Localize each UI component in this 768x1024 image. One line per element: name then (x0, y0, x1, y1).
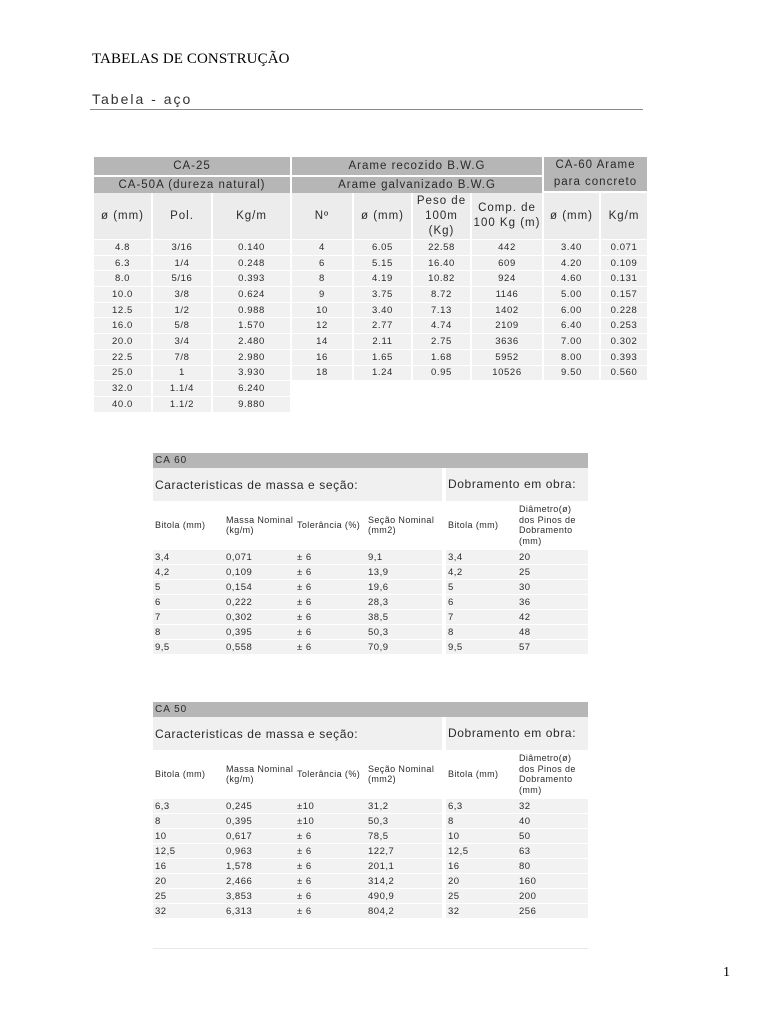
table-cell: 6.240 (213, 380, 292, 396)
table-cell: 2.77 (354, 317, 413, 333)
table-cell: 924 (472, 270, 544, 286)
table-cell: 3.930 (213, 365, 292, 381)
table-row (153, 813, 588, 828)
table-cell: 0,245 (224, 798, 295, 813)
table-cell: 0,558 (224, 639, 295, 654)
table-cell: 0.228 (601, 302, 649, 318)
column-header: Tolerância (%) (297, 768, 361, 779)
table-cell: 4,2 (153, 564, 224, 579)
table-cell: 0,071 (224, 549, 295, 564)
table-cell: 14 (292, 333, 354, 349)
table-cell: 32 (153, 903, 224, 918)
page-number: 1 (723, 965, 730, 980)
table-cell: 42 (517, 609, 588, 624)
table-row (94, 286, 649, 302)
table-row (153, 564, 588, 579)
table-cell: 0,963 (224, 843, 295, 858)
table-cell: 10 (153, 828, 224, 843)
table-cell: 5 (446, 579, 517, 594)
table-cell: ± 6 (295, 624, 366, 639)
table-cell: 22.58 (413, 239, 472, 255)
table-cell: 0,617 (224, 828, 295, 843)
table-cell: 6,313 (224, 903, 295, 918)
table-cell: 10.0 (94, 286, 153, 302)
table-cell (601, 396, 649, 412)
table-cell: 1.570 (213, 317, 292, 333)
table-cell: 1.1/2 (153, 396, 213, 412)
table-cell: 1402 (472, 302, 544, 318)
table-cell: 12.5 (94, 302, 153, 318)
table-cell (354, 380, 413, 396)
column-header: Kg/m (601, 193, 649, 239)
table-cell: 38,5 (366, 609, 442, 624)
column-header: Bitola (mm) (448, 519, 499, 530)
table-cell: 36 (517, 594, 588, 609)
table-cell: 80 (517, 858, 588, 873)
table-cell: 8.0 (94, 270, 153, 286)
table-cell: 10526 (472, 365, 544, 381)
table-cell: 314,2 (366, 873, 442, 888)
table-cell: 8 (446, 624, 517, 639)
table-cell: 9,1 (366, 549, 442, 564)
table-cell: 609 (472, 255, 544, 271)
table-cell (472, 380, 544, 396)
table-cell: 8 (292, 270, 354, 286)
table-row (94, 349, 649, 365)
table-cell: 22.5 (94, 349, 153, 365)
table-cell: 20 (446, 873, 517, 888)
table-cell: 160 (517, 873, 588, 888)
column-header: ø (mm) (544, 193, 601, 239)
table-cell: 3/16 (153, 239, 213, 255)
table-cell: 32 (446, 903, 517, 918)
table-cell: 1/2 (153, 302, 213, 318)
header-arame-galvanizado: Arame galvanizado B.W.G (292, 177, 544, 193)
ca60-caracteristicas: Caracteristicas de massa e seção: (153, 468, 442, 501)
table-row (153, 828, 588, 843)
table-cell: 6.3 (94, 255, 153, 271)
table-cell: 0,302 (224, 609, 295, 624)
table-cell: 40.0 (94, 396, 153, 412)
table-cell: 1146 (472, 286, 544, 302)
table-row (94, 302, 649, 318)
table-row (94, 255, 649, 271)
table-cell: 2,466 (224, 873, 295, 888)
column-header: Diâmetro(ø) dos Pinos de Dobramento (mm) (519, 504, 576, 546)
table-cell: ± 6 (295, 888, 366, 903)
table-cell: 0.624 (213, 286, 292, 302)
column-header: ø (mm) (354, 193, 413, 239)
table-cell: 5/16 (153, 270, 213, 286)
table-cell: 10.82 (413, 270, 472, 286)
table-cell: 3,4 (153, 549, 224, 564)
table-cell: 201,1 (366, 858, 442, 873)
table-cell: 0.95 (413, 365, 472, 381)
table-cell (544, 396, 601, 412)
table-cell: ± 6 (295, 579, 366, 594)
table-cell: 0.560 (601, 365, 649, 381)
table-cell: 20 (517, 549, 588, 564)
column-header: Massa Nominal (kg/m) (226, 514, 294, 535)
ca50-table (153, 702, 588, 918)
table-row (153, 873, 588, 888)
table-cell: 16 (446, 858, 517, 873)
ca50-dobramento: Dobramento em obra: (446, 717, 588, 750)
table-row (94, 380, 649, 396)
table-cell: 6 (292, 255, 354, 271)
table-cell: 0.393 (213, 270, 292, 286)
table-cell: ± 6 (295, 843, 366, 858)
table-cell (292, 396, 354, 412)
table-cell: 0.157 (601, 286, 649, 302)
table-cell: 2.980 (213, 349, 292, 365)
table-cell (413, 396, 472, 412)
table-cell (292, 380, 354, 396)
header-ca50a: CA-50A (dureza natural) (94, 177, 292, 193)
table-cell: 50 (517, 828, 588, 843)
column-header: Bitola (mm) (448, 768, 499, 779)
table-cell: 9 (292, 286, 354, 302)
table-cell: 8.72 (413, 286, 472, 302)
table-cell: 1/4 (153, 255, 213, 271)
table-row (153, 579, 588, 594)
table-cell: 25.0 (94, 365, 153, 381)
table-cell: 4.60 (544, 270, 601, 286)
table-cell: 804,2 (366, 903, 442, 918)
table-cell: 4.19 (354, 270, 413, 286)
table-cell: ± 6 (295, 873, 366, 888)
table-cell: 48 (517, 624, 588, 639)
table-cell: 16.0 (94, 317, 153, 333)
header-arame-recozido: Arame recozido B.W.G (292, 157, 544, 177)
header-ca60-arame: CA-60 Arame para concreto (544, 157, 649, 193)
column-header: Tolerância (%) (297, 519, 361, 530)
table-cell: 0.109 (601, 255, 649, 271)
table-cell: 1.1/4 (153, 380, 213, 396)
table-row (153, 594, 588, 609)
column-header: Seção Nominal (mm2) (368, 763, 435, 784)
table-cell: 4.74 (413, 317, 472, 333)
table-cell: 0.302 (601, 333, 649, 349)
table-cell: 0,222 (224, 594, 295, 609)
table-cell: 19,6 (366, 579, 442, 594)
table-cell: 5.15 (354, 255, 413, 271)
table-cell (544, 380, 601, 396)
table-row (94, 396, 649, 412)
table-cell: 7.13 (413, 302, 472, 318)
table-cell: 1.68 (413, 349, 472, 365)
table-cell: 32.0 (94, 380, 153, 396)
table-cell: 4,2 (446, 564, 517, 579)
table-cell: 0,154 (224, 579, 295, 594)
table-cell: 4.8 (94, 239, 153, 255)
column-header: Pol. (153, 193, 213, 239)
table-row (153, 798, 588, 813)
ca60-table (153, 453, 588, 654)
table-cell: 6.00 (544, 302, 601, 318)
table-cell: 16 (292, 349, 354, 365)
title-underline (90, 109, 643, 110)
bottom-rule (153, 948, 588, 949)
table-row (94, 317, 649, 333)
table-cell: 10 (292, 302, 354, 318)
table-cell: 3636 (472, 333, 544, 349)
table-row (94, 333, 649, 349)
table-cell: 0.253 (601, 317, 649, 333)
table-cell: 2109 (472, 317, 544, 333)
table-cell: 18 (292, 365, 354, 381)
table-cell: 2.11 (354, 333, 413, 349)
table-cell: 13,9 (366, 564, 442, 579)
table-cell: 63 (517, 843, 588, 858)
table-cell: 78,5 (366, 828, 442, 843)
table-cell: 0.248 (213, 255, 292, 271)
header-ca25: CA-25 (94, 157, 292, 177)
table-row (153, 843, 588, 858)
table-cell: 2.75 (413, 333, 472, 349)
table-cell: 12,5 (153, 843, 224, 858)
table-cell: 3/4 (153, 333, 213, 349)
table-cell: 122,7 (366, 843, 442, 858)
table-cell: 25 (153, 888, 224, 903)
table-cell: 490,9 (366, 888, 442, 903)
table-cell: 1.65 (354, 349, 413, 365)
table-cell: ±10 (295, 813, 366, 828)
table-row (153, 639, 588, 654)
table-cell: ± 6 (295, 609, 366, 624)
ca50-bar: CA 50 (153, 702, 588, 717)
table-cell: 1.24 (354, 365, 413, 381)
table-cell: 4.20 (544, 255, 601, 271)
table-cell: 6,3 (153, 798, 224, 813)
column-header: Peso de 100m (Kg) (413, 193, 472, 239)
table-cell: 40 (517, 813, 588, 828)
table-cell: 70,9 (366, 639, 442, 654)
table-cell: 12 (292, 317, 354, 333)
column-header: Bitola (mm) (155, 768, 206, 779)
column-header: Nº (292, 193, 354, 239)
column-header: Bitola (mm) (155, 519, 206, 530)
table-row (153, 888, 588, 903)
table-cell: 50,3 (366, 813, 442, 828)
table-cell (601, 380, 649, 396)
table-cell: 5952 (472, 349, 544, 365)
table-cell: 7.00 (544, 333, 601, 349)
table-cell: 0,109 (224, 564, 295, 579)
table-cell: 1,578 (224, 858, 295, 873)
table-cell: 6,3 (446, 798, 517, 813)
table-row (94, 239, 649, 255)
ca60-bar: CA 60 (153, 453, 588, 468)
table-cell: 25 (446, 888, 517, 903)
table-cell: 30 (517, 579, 588, 594)
steel-table (94, 157, 649, 412)
table-row (153, 624, 588, 639)
table-row (153, 549, 588, 564)
table-cell: 0.131 (601, 270, 649, 286)
table-cell: ± 6 (295, 564, 366, 579)
table-cell: 0.988 (213, 302, 292, 318)
table-cell: 3.40 (354, 302, 413, 318)
table-cell: 28,3 (366, 594, 442, 609)
table-cell: 10 (446, 828, 517, 843)
document-title: TABELAS DE CONSTRUÇÃO (92, 51, 290, 67)
table-cell: 5/8 (153, 317, 213, 333)
table-cell: 50,3 (366, 624, 442, 639)
table-cell: 442 (472, 239, 544, 255)
table-cell: 9,5 (153, 639, 224, 654)
table-cell (472, 396, 544, 412)
table-cell: 1 (153, 365, 213, 381)
table-cell: 7/8 (153, 349, 213, 365)
table-cell: 3,4 (446, 549, 517, 564)
table-row (94, 270, 649, 286)
table-cell: 0.393 (601, 349, 649, 365)
table-row (153, 609, 588, 624)
table-cell: ± 6 (295, 903, 366, 918)
table-cell: ± 6 (295, 828, 366, 843)
table-row (153, 903, 588, 918)
table-cell: 6.05 (354, 239, 413, 255)
table-cell: 256 (517, 903, 588, 918)
column-header: Massa Nominal (kg/m) (226, 763, 294, 784)
ca60-dobramento: Dobramento em obra: (446, 468, 588, 501)
column-header: Kg/m (213, 193, 292, 239)
ca50-caracteristicas: Caracteristicas de massa e seção: (153, 717, 442, 750)
table-cell: ± 6 (295, 594, 366, 609)
table-cell: 0,395 (224, 624, 295, 639)
table-cell: 3.40 (544, 239, 601, 255)
table-cell: 9,5 (446, 639, 517, 654)
column-header: Comp. de 100 Kg (m) (472, 193, 544, 239)
table-cell: 25 (517, 564, 588, 579)
column-header: ø (mm) (94, 193, 153, 239)
table-cell: 20.0 (94, 333, 153, 349)
table-cell: 200 (517, 888, 588, 903)
table-cell: 8 (446, 813, 517, 828)
table-cell: ±10 (295, 798, 366, 813)
table-cell: 6 (446, 594, 517, 609)
table-cell: ± 6 (295, 858, 366, 873)
column-header: Diâmetro(ø) dos Pinos de Dobramento (mm) (519, 753, 576, 795)
table-cell: 6 (153, 594, 224, 609)
table-cell: 8 (153, 624, 224, 639)
table-row (94, 365, 649, 381)
table-cell: 20 (153, 873, 224, 888)
table-cell: 4 (292, 239, 354, 255)
column-header: Seção Nominal (mm2) (368, 514, 435, 535)
table-cell: ± 6 (295, 549, 366, 564)
table-cell: 3.75 (354, 286, 413, 302)
table-cell: 0,395 (224, 813, 295, 828)
table-cell: 57 (517, 639, 588, 654)
table-row (153, 858, 588, 873)
table-cell: 7 (446, 609, 517, 624)
table-cell: 16.40 (413, 255, 472, 271)
table-cell: 7 (153, 609, 224, 624)
table-cell: 12,5 (446, 843, 517, 858)
table-cell: 31,2 (366, 798, 442, 813)
table-cell: 6.40 (544, 317, 601, 333)
table-cell: 2.480 (213, 333, 292, 349)
section-title: Tabela - aço (92, 91, 193, 107)
table-cell: 0.071 (601, 239, 649, 255)
table-cell: 16 (153, 858, 224, 873)
table-cell: ± 6 (295, 639, 366, 654)
table-cell (413, 380, 472, 396)
table-cell: 32 (517, 798, 588, 813)
table-cell: 9.50 (544, 365, 601, 381)
table-cell: 3/8 (153, 286, 213, 302)
table-cell (354, 396, 413, 412)
table-cell: 5 (153, 579, 224, 594)
table-cell: 9.880 (213, 396, 292, 412)
table-cell: 8.00 (544, 349, 601, 365)
table-cell: 0.140 (213, 239, 292, 255)
table-cell: 8 (153, 813, 224, 828)
table-cell: 3,853 (224, 888, 295, 903)
table-cell: 5.00 (544, 286, 601, 302)
